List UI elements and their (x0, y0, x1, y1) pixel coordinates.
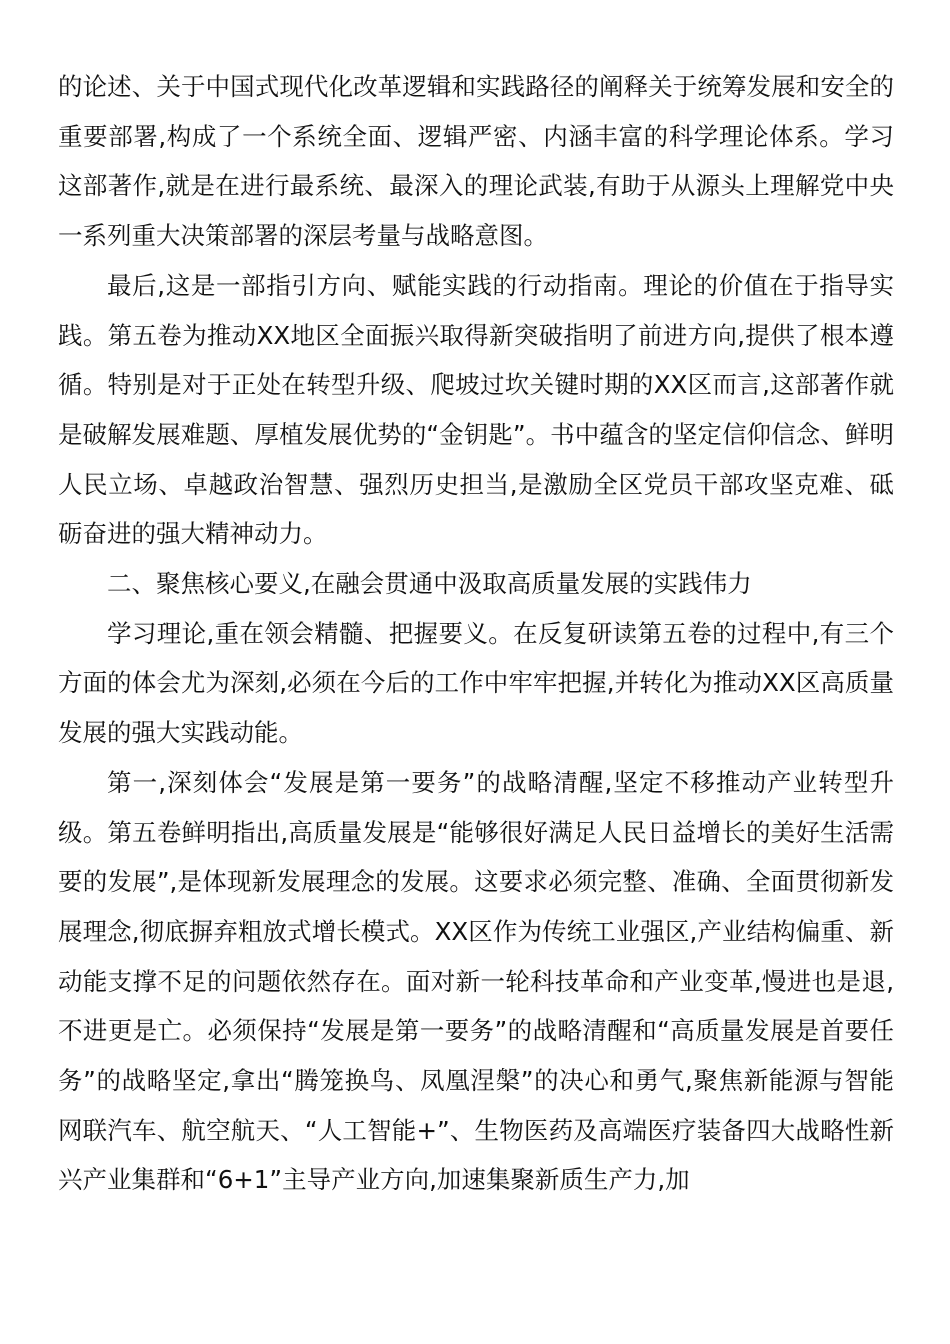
paragraph-first-point: 第一,深刻体会“发展是第一要务”的战略清醒,坚定不移推动产业转型升级。第五卷鲜明指出,高质量发展是“能够很好满足人民日益增长的美好生活需要的发展”,是体现新发展理念的发展。这要求必须完整、准确、全面贯彻新发展理念,彻底摒弃粗放式增长模式。XX区作为传统工业强区,产业结构偏重、新动能支撑不足的问题依然存在。面对新一轮科技革命和产业变革,慢进也是退,不进更是亡。必须保持“发展是第一要务”的战略清醒和“高质量发展是首要任务”的战略坚定,拿出“腾笼换鸟、凤凰涅槃”的决心和勇气,聚焦新能源与智能网联汽车、航空航天、“人工智能+”、生物医药及高端医疗装备四大战略性新兴产业集群和“6+1”主导产业方向,加速集聚新质生产力,加 (58, 767, 894, 1195)
document-page (58, 62, 894, 1205)
paragraph-continuation: 的论述、关于中国式现代化改革逻辑和实践路径的阐释关于统筹发展和安全的重要部署,构成了一个系统全面、逻辑严密、内涵丰富的科学理论体系。学习这部著作,就是在进行最系统、最深入的理论武装,有助于从源头上理解党中央一系列重大决策部署的深层考量与战略意图。 (58, 72, 894, 251)
section-heading: 二、聚焦核心要义,在融会贯通中汲取高质量发展的实践伟力 (107, 569, 752, 599)
paragraph-finally: 最后,这是一部指引方向、赋能实践的行动指南。理论的价值在于指导实践。第五卷为推动XX地区全面振兴取得新突破指明了前进方向,提供了根本遵循。特别是对于正处在转型升级、爬坡过坎关键时期的XX区而言,这部著作就是破解发展难题、厚植发展优势的“金钥匙”。书中蕴含的坚定信仰信念、鲜明人民立场、卓越政治智慧、强烈历史担当,是激励全区党员干部攻坚克难、砥砺奋进的强大精神动力。 (58, 270, 894, 549)
paragraph-study-theory: 学习理论,重在领会精髓、把握要义。在反复研读第五卷的过程中,有三个方面的体会尤为深刻,必须在今后的工作中牢牢把握,并转化为推动XX区高质量发展的强大实践动能。 (58, 618, 894, 748)
